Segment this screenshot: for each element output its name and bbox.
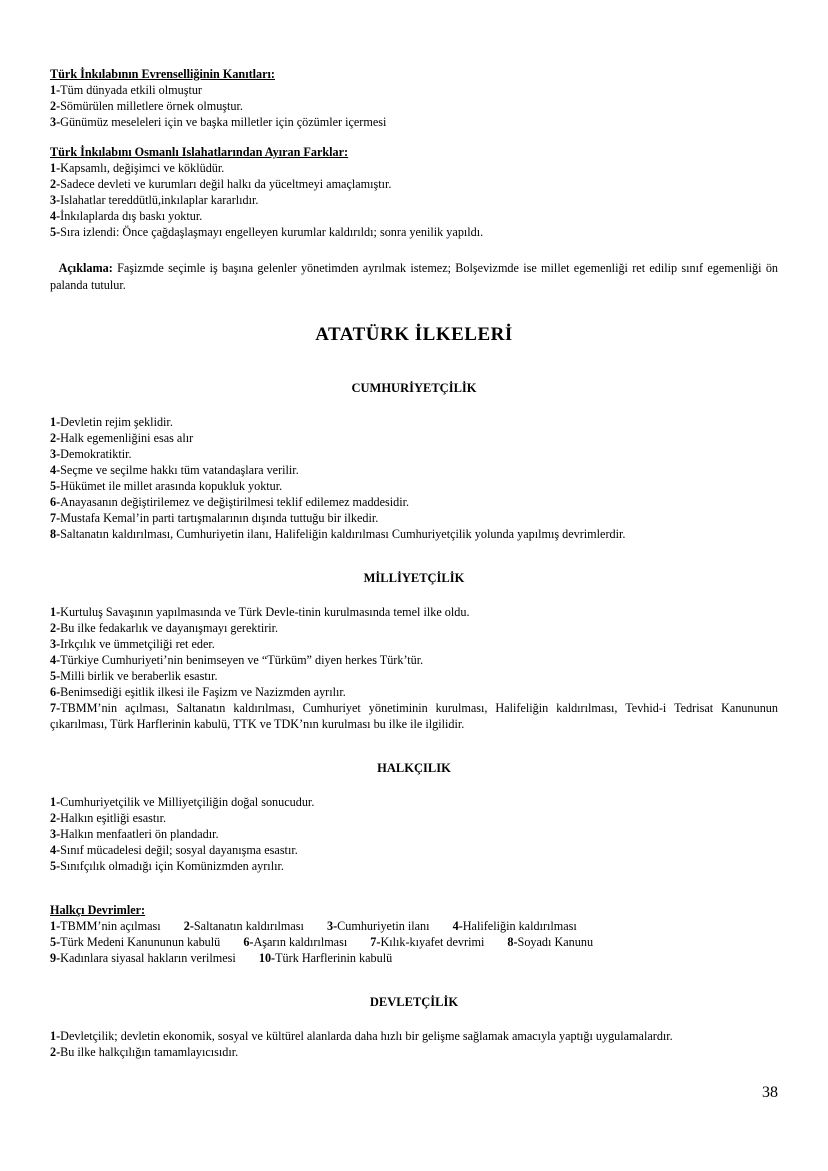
item-number: 5- [50, 859, 61, 873]
grid-row [50, 934, 778, 950]
list-item [50, 858, 778, 874]
item-number: 1- [50, 1029, 61, 1043]
list-item [50, 192, 778, 208]
item-text: Kadınlara siyasal hakların verilmesi [60, 951, 236, 965]
list-item [50, 810, 778, 826]
item-number: 1- [50, 919, 61, 933]
item-number: 4- [50, 653, 61, 667]
list-halkcilik [50, 794, 778, 874]
grid-row [50, 918, 778, 934]
item-text: Islahatlar tereddütlü,inkılaplar kararlıdır. [60, 193, 259, 207]
item-number: 7- [50, 701, 61, 715]
item-number: 4- [50, 209, 61, 223]
explanation-text: Faşizmde seçimle iş başına gelenler yönetimden ayrılmak istemez; Bolşevizmde ise millet egemenliği ret edilip sınıf egemenliği ön palanda tutulur. [50, 261, 779, 292]
list-item [50, 430, 778, 446]
item-text: Mustafa Kemal’in parti tartışmalarının dışında tuttuğu bir ilkedir. [60, 511, 379, 525]
item-text: Kurtuluş Savaşının yapılmasında ve Türk Devle-tinin kurulmasında temel ilke oldu. [60, 605, 470, 619]
item-number: 5- [50, 669, 61, 683]
list-item [50, 652, 778, 668]
item-text: Cumhuriyetçilik ve Milliyetçiliğin doğal sonucudur. [60, 795, 315, 809]
list-item [50, 494, 778, 510]
item-number: 2- [183, 919, 194, 933]
item-text: Cumhuriyetin ilanı [337, 919, 430, 933]
grid-row [50, 950, 778, 966]
grid-cell [184, 919, 304, 933]
item-number: 2- [50, 621, 61, 635]
subtitle-halkcilik: HALKÇILIK [377, 761, 451, 775]
item-number: 3- [326, 919, 338, 933]
subtitle-devletcilik: DEVLETÇİLİK [369, 995, 459, 1009]
item-text: Tüm dünyada etkili olmuştur [60, 83, 202, 97]
list-item [50, 224, 778, 240]
list-item [50, 1044, 778, 1060]
item-text: Sadece devleti ve kurumları değil halkı da yüceltmeyi amaçlamıştır. [60, 177, 392, 191]
grid-cell [370, 935, 484, 949]
item-number: 10- [258, 951, 276, 965]
item-text: Hükümet ile millet arasında kopukluk yoktur. [60, 479, 283, 493]
page-number: 38 [762, 1084, 778, 1101]
list-item [50, 636, 778, 652]
item-number: 2- [50, 811, 61, 825]
item-text: Kapsamlı, değişimci ve köklüdür. [60, 161, 225, 175]
item-number: 1- [50, 161, 61, 175]
item-text: Anayasanın değiştirilemez ve değiştirilmesi teklif edilemez maddesidir. [60, 495, 410, 509]
item-number: 8- [50, 527, 61, 541]
item-text: Sıra izlendi: Önce çağdaşlaşmayı engelleyen kurumlar kaldırıldı; sonra yenilik yapıldı. [60, 225, 484, 239]
list-item [50, 826, 778, 842]
item-text: Devletin rejim şeklidir. [60, 415, 173, 429]
list-milliyetcilik [50, 604, 778, 732]
item-text: Aşarın kaldırılması [253, 935, 348, 949]
grid-cell [50, 919, 161, 933]
item-text: Soyadı Kanunu [517, 935, 594, 949]
item-text: Demokratiktir. [60, 447, 132, 461]
item-number: 6- [243, 935, 254, 949]
grid-cell [50, 935, 220, 949]
item-text: TBMM’nin açılması, Saltanatın kaldırılması, Cumhuriyet yönetiminin kurulması, Halifeliğin kaldırılması, Tevhid-i Tedrisat Kanununun çıkarılması, Türk Harflerinin kabulü, TTK ve TDK’nın kurulması bu ilke ile ilgilidir. [50, 701, 778, 731]
item-number: 2- [50, 1045, 61, 1059]
list-item [50, 462, 778, 478]
subtitle-milliyetcilik: MİLLİYETÇİLİK [363, 571, 465, 585]
item-text: Sınıf mücadelesi değil; sosyal dayanışma esastır. [60, 843, 298, 857]
item-number: 2- [50, 431, 61, 445]
item-number: 1- [50, 83, 61, 97]
item-number: 5- [50, 225, 61, 239]
list-item [50, 842, 778, 858]
item-text: TBMM’nin açılması [60, 919, 161, 933]
item-text: Benimsediği eşitlik ilkesi ile Faşizm ve Nazizmden ayrılır. [60, 685, 346, 699]
section-heading-halkci-devrimler: Halkçı Devrimler: [50, 903, 146, 917]
item-number: 7- [50, 511, 61, 525]
grid-cell [259, 951, 392, 965]
item-number: 3- [50, 115, 61, 129]
item-text: Sömürülen milletlere örnek olmuştur. [60, 99, 243, 113]
item-number: 5- [50, 935, 61, 949]
list-farklar [50, 160, 778, 240]
item-number: 6- [50, 495, 61, 509]
item-number: 6- [50, 685, 61, 699]
halkci-devrimler-grid [50, 918, 778, 966]
grid-cell [50, 951, 236, 965]
list-item [50, 1028, 778, 1044]
grid-cell [327, 919, 430, 933]
item-text: Türk Harflerinin kabulü [275, 951, 393, 965]
subtitle-cumhuriyetcilik: CUMHURİYETÇİLİK [351, 381, 477, 395]
item-text: Devletçilik; devletin ekonomik, sosyal ve kültürel alanlarda daha hızlı bir gelişme sağlamak amacıyla yaptığı uygulamalardır. [60, 1029, 673, 1043]
list-devletcilik [50, 1028, 778, 1060]
item-text: Halkın menfaatleri ön plandadır. [60, 827, 219, 841]
item-number: 4- [452, 919, 463, 933]
list-item [50, 114, 778, 130]
list-item [50, 208, 778, 224]
list-item [50, 620, 778, 636]
list-item [50, 414, 778, 430]
item-number: 7- [370, 935, 381, 949]
item-number: 1- [50, 795, 61, 809]
item-number: 3- [50, 637, 61, 651]
page-title: ATATÜRK İLKELERİ [315, 324, 513, 345]
grid-cell [507, 935, 593, 949]
list-item [50, 700, 778, 732]
list-item [50, 684, 778, 700]
item-text: Bu ilke halkçılığın tamamlayıcısıdır. [60, 1045, 239, 1059]
item-text: İnkılaplarda dış baskı yoktur. [60, 209, 203, 223]
list-item [50, 668, 778, 684]
list-item [50, 604, 778, 620]
item-text: Halkın eşitliği esastır. [60, 811, 167, 825]
list-item [50, 478, 778, 494]
item-text: Günümüz meseleleri için ve başka milletler için çözümler içermesi [60, 115, 387, 129]
item-number: 8- [507, 935, 518, 949]
item-number: 1- [50, 415, 61, 429]
item-text: Saltanatın kaldırılması, Cumhuriyetin ilanı, Halifeliğin kaldırılması Cumhuriyetçilik yolunda yapılmış devrimlerdir. [60, 527, 626, 541]
item-number: 2- [50, 99, 61, 113]
list-item [50, 510, 778, 526]
list-item [50, 98, 778, 114]
item-text: Bu ilke fedakarlık ve dayanışmayı gerektirir. [60, 621, 279, 635]
item-number: 1- [50, 605, 61, 619]
list-item [50, 160, 778, 176]
explanation-paragraph [50, 260, 778, 294]
section-heading-farklar: Türk İnkılabını Osmanlı Islahatlarından Ayıran Farklar: [50, 145, 349, 159]
list-item [50, 176, 778, 192]
item-number: 4- [50, 463, 61, 477]
item-number: 2- [50, 177, 61, 191]
list-item [50, 82, 778, 98]
list-evrensellik [50, 82, 778, 130]
explanation-label: Açıklama: [58, 261, 113, 275]
item-text: Saltanatın kaldırılması [193, 919, 304, 933]
item-text: Kılık-kıyafet devrimi [380, 935, 485, 949]
item-text: Milli birlik ve beraberlik esastır. [60, 669, 218, 683]
item-text: Türk Medeni Kanununun kabulü [60, 935, 221, 949]
list-item [50, 446, 778, 462]
item-number: 4- [50, 843, 61, 857]
item-number: 9- [50, 951, 61, 965]
item-text: Halk egemenliğini esas alır [60, 431, 194, 445]
item-text: Seçme ve seçilme hakkı tüm vatandaşlara verilir. [60, 463, 299, 477]
grid-cell [453, 919, 577, 933]
item-number: 5- [50, 479, 61, 493]
item-number: 3- [50, 447, 61, 461]
list-cumhuriyetcilik [50, 414, 778, 542]
document-page [50, 66, 778, 1060]
item-text: Türkiye Cumhuriyeti’nin benimseyen ve “Türküm” diyen herkes Türk’tür. [60, 653, 424, 667]
item-text: Halifeliğin kaldırılması [462, 919, 577, 933]
list-item [50, 526, 778, 542]
grid-cell [243, 935, 347, 949]
section-heading-evrensellik: Türk İnkılabının Evrenselliğinin Kanıtları: [50, 67, 275, 81]
list-item [50, 794, 778, 810]
item-number: 3- [50, 193, 61, 207]
item-number: 3- [50, 827, 61, 841]
item-text: Irkçılık ve ümmetçiliği ret eder. [60, 637, 215, 651]
item-text: Sınıfçılık olmadığı için Komünizmden ayrılır. [60, 859, 284, 873]
